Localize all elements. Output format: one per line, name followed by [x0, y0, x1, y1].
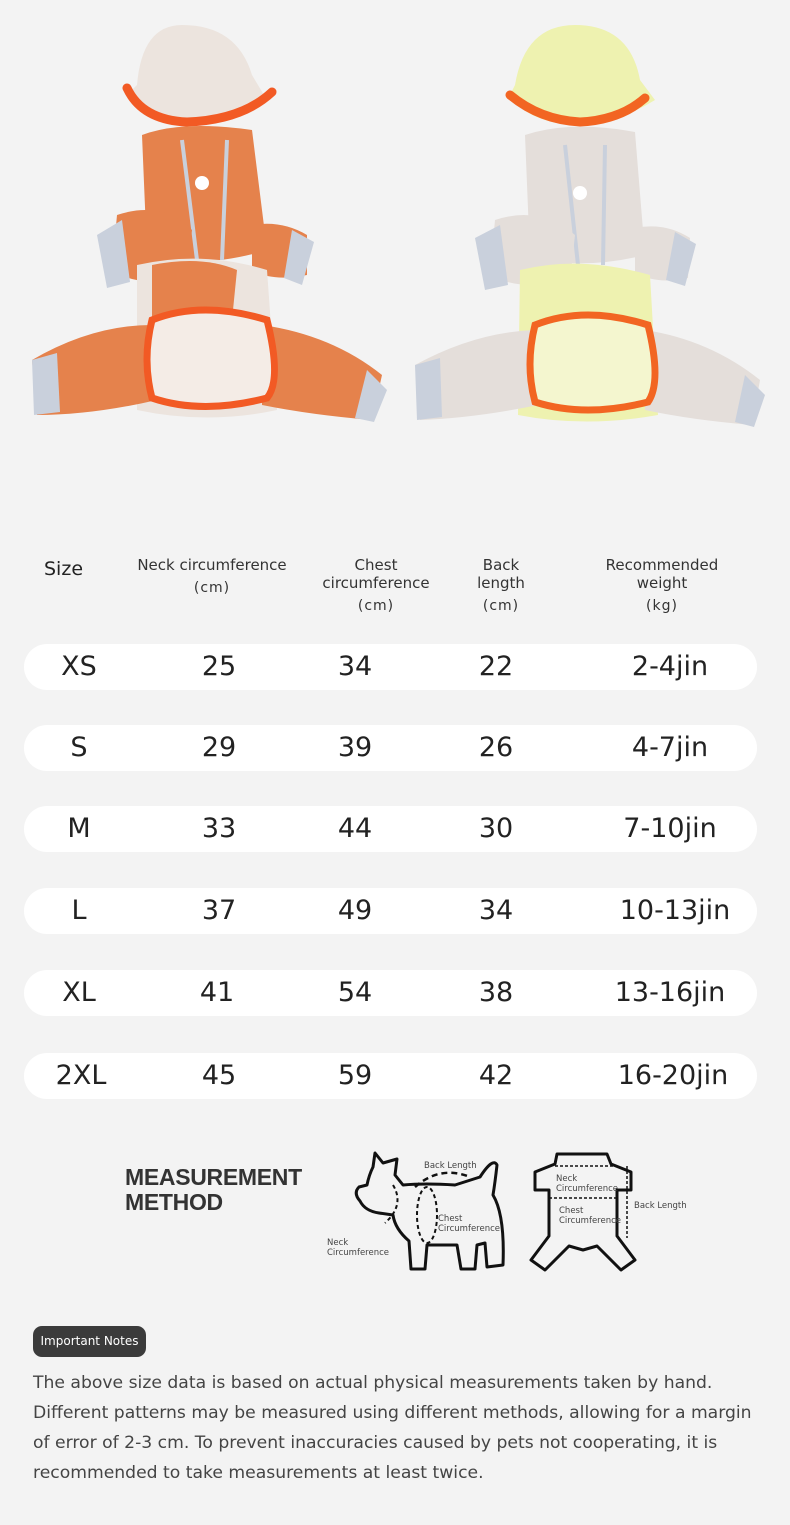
important-notes-text: The above size data is based on actual physical measurements taken by hand. Different patterns may be measured using different methods, allowing for a margin of error of 2-3 cm. To prevent inaccuracies caused by pets not cooperating, it is recommended to take measurements at least twice.: [33, 1373, 752, 1483]
cell-size: L: [71, 895, 87, 926]
table-row: [24, 1053, 757, 1099]
table-row: [24, 806, 757, 852]
cell-back: 42: [478, 1060, 514, 1091]
cell-chest: 59: [337, 1060, 373, 1091]
header-size: Size: [44, 558, 84, 580]
cell-size: XS: [61, 651, 97, 682]
header-neck: [137, 556, 287, 596]
garment-back-length-label: Back Length: [634, 1201, 687, 1211]
cell-weight: 16-20jin: [617, 1060, 729, 1091]
cell-back: 38: [478, 977, 514, 1008]
header-chest-label: Chest circumference: [322, 556, 430, 592]
dog-back-length-label: Back Length: [424, 1161, 477, 1171]
important-notes-badge: Important Notes: [33, 1326, 146, 1357]
cell-neck: 25: [201, 651, 237, 682]
header-chest: [306, 556, 446, 614]
table-row: [24, 970, 757, 1016]
garment-chest-label: [559, 1206, 621, 1226]
header-neck-unit: (cm): [193, 580, 231, 596]
header-chest-unit: (cm): [357, 598, 395, 614]
cell-weight: 7-10jin: [623, 813, 717, 844]
cell-chest: 49: [337, 895, 373, 926]
header-back: [458, 556, 544, 614]
cell-neck: 45: [201, 1060, 237, 1091]
header-back-unit: (cm): [482, 598, 520, 614]
cell-neck: 33: [201, 813, 237, 844]
measurement-method-title: [125, 1165, 302, 1215]
dog-neck-label-line2: Circumference: [327, 1248, 389, 1258]
header-back-label: Back length: [477, 556, 525, 592]
cell-size: S: [70, 732, 88, 763]
header-weight: [584, 556, 740, 614]
table-row: [24, 644, 757, 690]
dog-neck-label-line1: Neck: [327, 1238, 349, 1248]
measurement-title-line2: METHOD: [125, 1189, 223, 1215]
cell-chest: 34: [337, 651, 373, 682]
garment-chest-label-line1: Chest: [559, 1206, 584, 1216]
cell-neck: 41: [199, 977, 235, 1008]
cell-chest: 54: [337, 977, 373, 1008]
garment-neck-label-line1: Neck: [556, 1174, 578, 1184]
product-image-lime: [400, 20, 780, 440]
dog-neck-label: [327, 1238, 389, 1258]
table-row: [24, 725, 757, 771]
table-row: [24, 888, 757, 934]
measurement-title-line1: MEASUREMENT: [125, 1164, 302, 1190]
dog-chest-label-line1: Chest: [438, 1214, 463, 1224]
header-weight-unit: (kg): [646, 598, 678, 614]
cell-neck: 37: [201, 895, 237, 926]
cell-weight: 2-4jin: [631, 651, 709, 682]
dog-chest-label-line2: Circumference: [438, 1224, 500, 1234]
cell-chest: 39: [337, 732, 373, 763]
cell-neck: 29: [201, 732, 237, 763]
cell-size: 2XL: [55, 1060, 107, 1091]
cell-size: XL: [62, 977, 96, 1008]
cell-size: M: [67, 813, 91, 844]
product-image-orange: [22, 20, 402, 440]
header-neck-label: Neck circumference: [137, 556, 287, 574]
garment-neck-label: [556, 1174, 618, 1194]
cell-weight: 10-13jin: [619, 895, 731, 926]
cell-weight: 13-16jin: [614, 977, 726, 1008]
cell-back: 30: [478, 813, 514, 844]
garment-neck-label-line2: Circumference: [556, 1184, 618, 1194]
dog-chest-label: [438, 1214, 500, 1234]
garment-chest-label-line2: Circumference: [559, 1216, 621, 1226]
cell-chest: 44: [337, 813, 373, 844]
cell-weight: 4-7jin: [631, 732, 709, 763]
cell-back: 26: [478, 732, 514, 763]
cell-back: 22: [478, 651, 514, 682]
header-weight-label: Recommended weight: [605, 556, 719, 592]
cell-back: 34: [478, 895, 514, 926]
